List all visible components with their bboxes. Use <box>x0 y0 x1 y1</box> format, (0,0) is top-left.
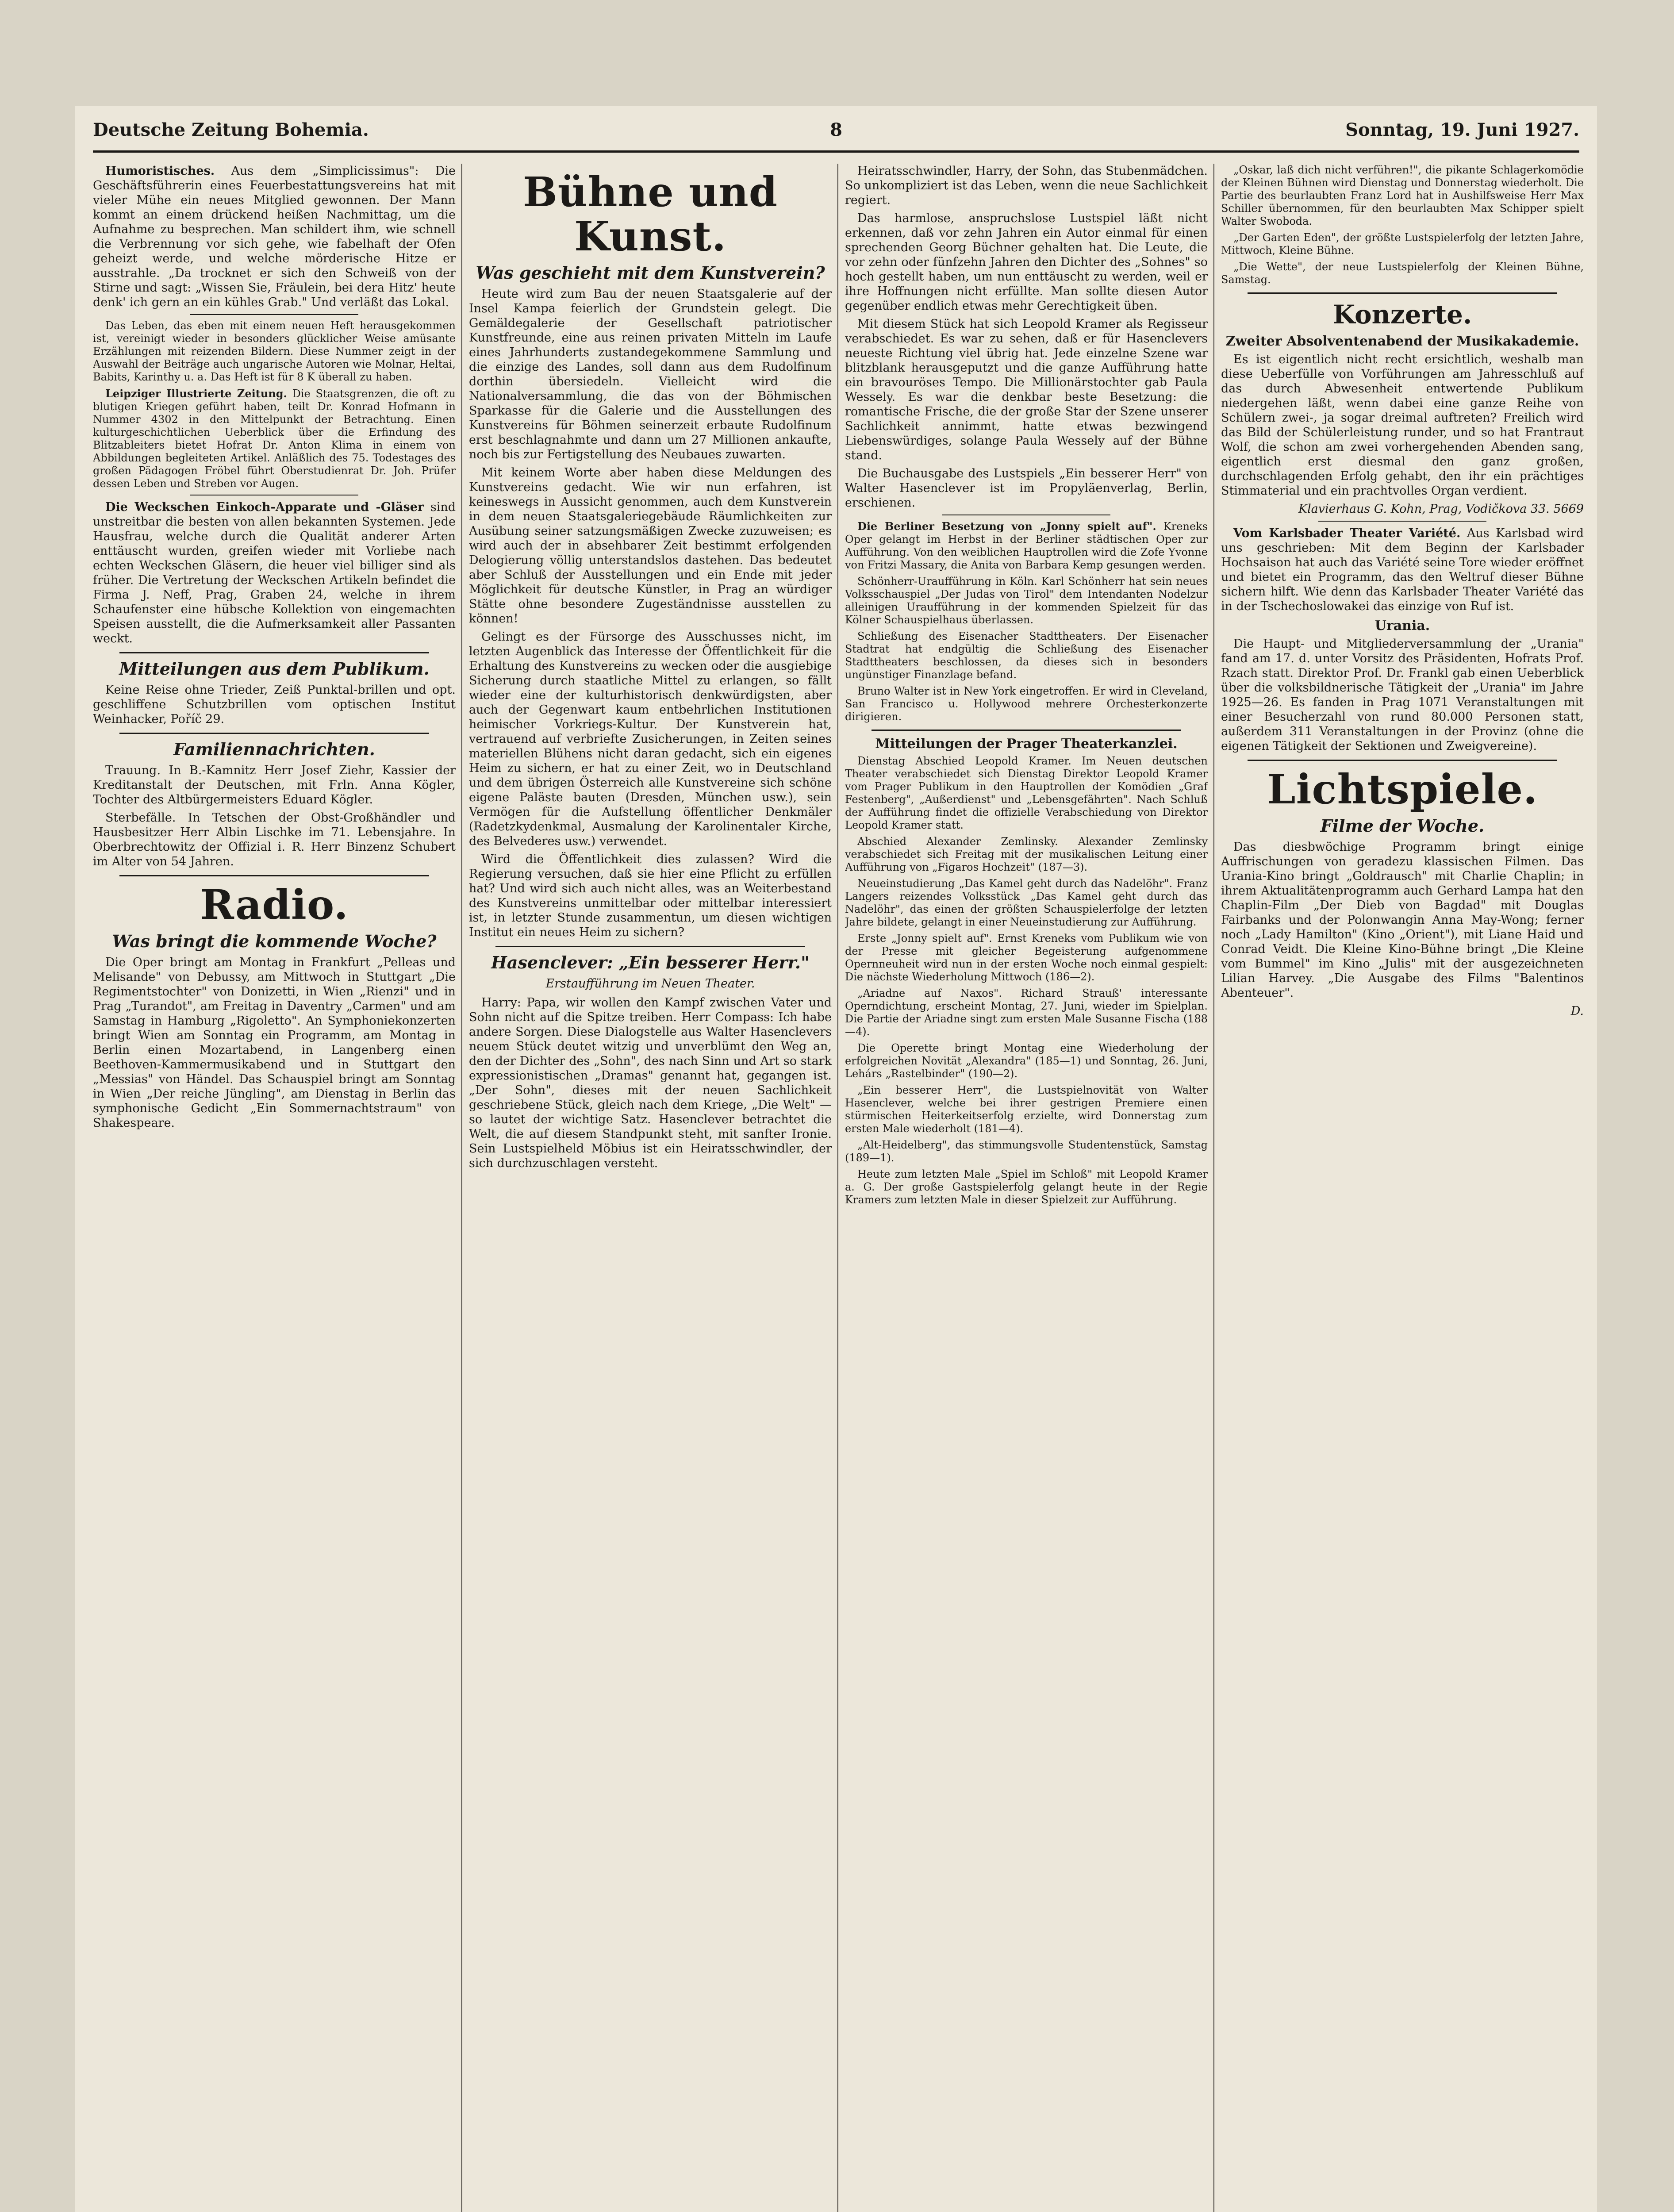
hasenclever-subheading: Erstaufführung im Neuen Theater. <box>545 977 755 991</box>
kanzlei-text: Dienstag Abschied Leopold Kramer. Im Neuen deutschen Theater verabschiedet sich Dienstag Direktor Leopold Kramer vom Prager Publikum in den Hauptrollen der Komödien „Graf Festenberg", „Außerdienst" und „Lebensgefährten". Nach Schluß der Aufführung findet die offizielle Verabschiedung von Direktor Leopold Kramer statt. <box>845 755 1208 831</box>
konzerte-heading: Konzerte. <box>1332 300 1472 330</box>
section-divider <box>1248 292 1557 294</box>
issue-date: Sonntag, 19. Juni 1927. <box>1345 119 1579 140</box>
garten-eden-text: „Der Garten Eden", der größte Lustspielerfolg der letzten Jahre, Mittwoch, Kleine Bühne. <box>1221 231 1584 257</box>
berliner-text: Kreneks Oper gelangt im Herbst in der Berliner städtischen Oper zur Aufführung. Von den weiblichen Hauptrollen wird die Zofe Yvonne von Fritzi Massary, die Anita von Barbara Kemp gesungen werden. <box>845 520 1208 571</box>
eisenach-text: Schließung des Eisenacher Stadttheaters. Der Eisenacher Stadtrat hat endgültig die Schließung des Eisenacher Stadttheaters beschlossen, da dieses sich in besonders ungünstiger Finanzlage befand. <box>845 630 1208 681</box>
review-paragraph: Mit diesem Stück hat sich Leopold Kramer als Regisseur verabschiedet. Es war zu sehen, daß er für Hasenclevers neueste Richtung viel übrig hat. Jede einzelne Szene war blitzblank herausgeputzt und die ganze Aufführung hatte ein bravouröses Tempo. Die Millionärstochter gab Paula Wessely. Es war die denkbar beste Besetzung: die romantische Frische, die der große Star der Szene unserer Sachlichkeit annimmt, hatte etwas bezwingend Liebenswürdiges, solange Paula Wessely auf der Bühne stand. <box>845 317 1208 462</box>
page-number: 8 <box>830 119 842 140</box>
column-3 <box>845 164 1208 2212</box>
newspaper-name: Deutsche Zeitung Bohemia. <box>93 119 369 140</box>
wette-text: „Die Wette", der neue Lustspielerfolg der Kleinen Bühne, Samstag. <box>1221 261 1584 286</box>
leipziger-kicker: Leipziger Illustrierte Zeitung. <box>105 387 287 400</box>
kunstverein-paragraph: Heute wird zum Bau der neuen Staatsgalerie auf der Insel Kampa feierlich der Grundstein gelegt. Die Gemäldegalerie der Gesellschaft patriotischer Kunstfreunde, eine aus reinen privaten Mitteln im Laufe eines Jahrhunderts zustandegekommene Sammlung und die einzige des Landes, soll dann aus dem Rudolfinum dorthin übersiedeln. Vielleicht wird die Nationalversammlung, die das von der Böhmischen Sparkasse für die Galerie und die Ausstellungen des Kunstvereins für Böhmen seinerzeit erbaute Rudolfinum erst beschlagnahmte und dann um 27 Millionen ankaufte, noch bis zur Fertigstellung des Neubaues zuwarten. <box>469 287 832 461</box>
section-divider <box>119 875 429 876</box>
radio-text: Die Oper bringt am Montag in Frankfurt „Pelleas und Melisande" von Debussy, am Mittwoch in Stuttgart „Die Regimentstochter" von Donizetti, in Wien „Rienzi" und in Prag „Turandot", am Freitag in Daventry „Carmen" und am Samstag in Hamburg „Rigoletto". An Symphoniekonzerten bringt Wien am Sonntag ein Programm, am Montag in Berlin einen Mozartabend, in Langenberg einen Beethoven-Kammermusikabend und in Stuttgart den „Messias" von Händel. Das Schauspiel bringt am Sonntag in Wien „Der reiche Jüngling", am Dienstag in Berlin das symphonische Gedicht „Ein Sommernachtstraum" von Shakespeare. <box>93 956 456 1130</box>
variete-kicker: Vom Karlsbader Theater Variété. <box>1233 526 1461 540</box>
review-paragraph: Heiratsschwindler, Harry, der Sohn, das Stubenmädchen. So unkompliziert ist das Leben, wenn die neue Sachlichkeit regiert. <box>845 164 1208 207</box>
weck-kicker: Die Weckschen Einkoch-Apparate und -Gläser <box>105 500 424 514</box>
kunstverein-paragraph: Gelingt es der Fürsorge des Ausschusses nicht, im letzten Augenblick das Interesse der Öffentlichkeit für die Erhaltung des Kunstvereins zu wecken oder die ausgiebige Sicherung durch staatliche Mittel zu erlangen, so fällt wieder eine der kulturhistorisch denkwürdigsten, aber auch der Gegenwart kaum entbehrlichen Institutionen heimischer Vorkriegs-Kultur. Der Kunstverein hat, vertrauend auf verbriefte Zusicherungen, in Zeiten seines materiellen Blühens nicht daran gedacht, sich ein eigenes Heim zu sichern, er hat zu einer Zeit, wo in Deutschland und dem übrigen Österreich alle Kunstvereine sich schöne eigene Paläste bauten (Dresden, München usw.), sein Vermögen für die Aufstellung öffentlicher Denkmäler (Radetzkydenkmal, Ausmalung der Karolinentaler Kirche, des Belvederes usw.) verwendet. <box>469 630 832 848</box>
review-paragraph: Das harmlose, anspruchslose Lustspiel läßt nicht erkennen, daß vor zehn Jahren ein Autor einmal für einen sprechenden Georg Büchner gehalten hat. Die Leute, die vor zehn oder fünfzehn Jahren den Dichter des „Sohnes" so hoch gestellt haben, um nun enttäuscht zu werden, weil er ihre Hoffnungen nicht erfüllte. Man sollte diesen Autor gegenüber endlich etwas mehr Gerechtigkeit üben. <box>845 211 1208 313</box>
trauung-text: Trauung. In B.-Kamnitz Herr Josef Ziehr, Kassier der Kreditanstalt der Deutschen, mit Frln. Anna Kögler, Tochter des Altbürgermeisters Eduard Kögler. <box>93 764 456 806</box>
leipziger-text: Die Staatsgrenzen, die oft zu blutigen Kriegen geführt haben, teilt Dr. Konrad Hofmann in Nummer 4302 in den Mittelpunkt der Betrachtung. Einen kulturgeschichtlichen Ueberblick über die Erfindung des Blitzableiters bietet Hofrat Dr. Anton Klima in einem von Abbildungen begleiteten Artikel. Anläßlich des 75. Todestages des großen Pädagogen Fröbel führt Oberstudienrat Dr. Joh. Prüfer dessen Leben und Streben vor Augen. <box>93 388 456 490</box>
radio-heading: Radio. <box>200 881 349 929</box>
theaterkanzlei-heading: Mitteilungen der Prager Theaterkanzlei. <box>875 736 1178 752</box>
berliner-kicker: Die Berliner Besetzung von „Jonny spielt auf". <box>857 520 1156 533</box>
hasenclever-heading: Hasenclever: „Ein besserer Herr." <box>491 952 810 972</box>
hasenclever-text: Harry: Papa, wir wollen den Kampf zwischen Vater und Sohn nicht auf die Spitze treiben. Herr Compass: Ich habe andere Sorgen. Diese Dialogstelle aus Walter Hasenclevers neuem Stück deutet witzig und unverblümt den Weg an, den der Dichter des „Sohn", des nach Sinn und Art so stark expressionistischen „Dramas" genannt hat, gegangen ist. „Der Sohn", dieses mit der neuen Sachlichkeit geschriebene Stück, gleich nach dem Kriege, „Die Welt" — so lautet der wichtige Satz. Hasenclever betrachtet die Welt, die auf diesem Standpunkt steht, mit sanfter Ironie. Sein Lustspielheld Möbius ist ein Heiratsschwindler, der sich durchzuschlagen versteht. <box>469 996 832 1170</box>
column-4 <box>1221 164 1584 2212</box>
radio-subheading: Was bringt die kommende Woche? <box>112 931 437 951</box>
divider <box>190 314 358 315</box>
schoenherr-text: Schönherr-Uraufführung in Köln. Karl Schönherr hat sein neues Volksschauspiel „Der Judas von Tirol" dem Intendanten Nodelzur alleinigen Uraufführung in der kommenden Spielzeit für das Kölner Schauspielhaus überlassen. <box>845 575 1208 626</box>
divider <box>1318 521 1486 522</box>
urania-text: Die Haupt- und Mitgliederversammlung der „Urania" fand am 17. d. unter Vorsitz des Präsidenten, Hofrats Prof. Rzach statt. Direktor Prof. Dr. Frankl gab einen Ueberblick über die volksbildnerische Tätigkeit der „Urania" im Jahre 1925—26. Es fanden in Prag 1071 Veranstaltungen mit einer Besucherzahl von rund 80.000 Personen statt, außerdem 311 Veranstaltungen in der Provinz (ohne die eigenen Tätigkeit der Sektionen und Zweigvereine). <box>1221 637 1584 753</box>
section-divider <box>119 652 429 653</box>
review-paragraph: Die Buchausgabe des Lustspiels „Ein besserer Herr" von Walter Hasenclever ist im Propyläenverlag, Berlin, erschienen. <box>845 467 1208 510</box>
konzerte-text: Es ist eigentlich nicht recht ersichtlich, weshalb man diese Ueberfülle von Vorführungen am Jahresschluß auf das durch Abwesenheit entwertende Publikum niedergehen läßt, wenn dabei eine ganze Reihe von Schülern zwei-, ja sogar dreimal auftreten? Freilich wird das Bild der Schülerleistung runder, und so hat Frantraut Wolf, die schon am zwei vorhergehenden Abenden sang, eigentlich erst diesmal den ganz großen, durchschlagenden Erfolg gehabt, den ihr ein prächtiges Stimmaterial und ein prachtvolles Organ verdient. <box>1221 353 1584 498</box>
section-divider <box>119 733 429 734</box>
section-divider <box>1248 760 1557 761</box>
operette-text: Die Operette bringt Montag eine Wiederholung der erfolgreichen Novität „Alexandra" (185—1) und Sonntag, 26. Juni, Lehárs „Rastelbinder" (190—2). <box>845 1042 1208 1080</box>
humor-text: Aus dem „Simplicissimus": Die Geschäftsführerin eines Feuerbestattungsvereins hat mit vieler Mühe ein neues Mitglied gewonnen. Der Mann kommt an einem drückend heißen Nachmittag, um die Aufnahme zu besprechen. Man schildert ihm, wie schnell die Verbrennung vor sich gehe, wie fabelhaft der Ofen geheizt werde, und welche mörderische Hitze er ausstrahle. „Da trocknet er sich den Schweiß von der Stirne und sagt: „Wissen Sie, Fräulein, bei dera Hitz' heute denk' ich gern an ein kühles Grab." Und verläßt das Lokal. <box>93 164 456 309</box>
kamel-text: Neueinstudierung „Das Kamel geht durch das Nadelöhr". Franz Langers reizendes Volksstück „Das Kamel geht durch das Nadelöhr", das einen der größten Schauspielerfolge der letzten Jahre bildete, gelangt in einer Neueinstudierung zur Aufführung. <box>845 877 1208 928</box>
alt-heidelberg-text: „Alt-Heidelberg", das stimmungsvolle Studentenstück, Samstag (189—1). <box>845 1139 1208 1164</box>
besserer-herr-text: „Ein besserer Herr", die Lustspielnovität von Walter Hasenclever, welche bei ihrer gestrigen Premiere einen stürmischen Heiterkeitserfolg erzielte, wird Donnerstag zum ersten Male wiederholt (181—4). <box>845 1084 1208 1135</box>
buehne-heading: Bühne und Kunst. <box>522 168 778 260</box>
familien-heading: Familiennachrichten. <box>173 739 375 759</box>
column-2 <box>469 164 832 2212</box>
humor-kicker: Humoristisches. <box>105 164 215 178</box>
ariadne-text: „Ariadne auf Naxos". Richard Strauß' interessante Operndichtung, erscheint Montag, 27. Juni, wieder im Spielplan. Die Partie der Ariadne singt zum ersten Male Susanne Fischa (188—4). <box>845 987 1208 1038</box>
section-divider <box>495 946 805 947</box>
column-1 <box>93 164 456 2212</box>
walter-text: Bruno Walter ist in New York eingetroffen. Er wird in Cleveland, San Francisco u. Hollywood mehrere Orchesterkonzerte dirigieren. <box>845 685 1208 723</box>
lichtspiele-heading: Lichtspiele. <box>1267 765 1538 813</box>
kunstverein-paragraph: Wird die Öffentlichkeit dies zulassen? Wird die Regierung versuchen, daß sie hier eine Pflicht zu erfüllen hat? Und wird sich auch nicht alles, was an Weiterbestand des Kunstvereins unmittelbar oder mittelbar interessiert ist, in letzter Stunde zusammentun, um diesen wichtigen Institut ein neues Heim zu sichern? <box>469 853 832 939</box>
kunstverein-subheading: Was geschieht mit dem Kunstverein? <box>476 263 825 283</box>
urania-heading: Urania. <box>1375 618 1430 634</box>
column-rule <box>461 164 462 2212</box>
das-leben-text: Das Leben, das eben mit einem neuen Heft herausgekommen ist, vereinigt wieder in besonders glücklicher Weise amüsante Erzählungen mit reizenden Bildern. Diese Nummer zeigt in der Auswahl der Beiträge auch ungarische Autoren wie Molnar, Heltai, Babits, Karinthy u. a. Das Heft ist für 8 K überall zu haben. <box>93 319 456 383</box>
page-header <box>93 119 1579 153</box>
konzerte-subheading: Zweiter Absolventenabend der Musikakademie. <box>1225 334 1579 349</box>
spiel-im-schloss-text: Heute zum letzten Male „Spiel im Schloß" mit Leopold Kramer a. G. Der große Gastspielerfolg gelangt heute in der Regie Kramers zum letzten Male in dieser Spielzeit zur Aufführung. <box>845 1168 1208 1206</box>
oskar-text: „Oskar, laß dich nicht verführen!", die pikante Schlagerkomödie der Kleinen Bühnen wird Dienstag und Donnerstag wiederholt. Die Partie des beurlaubten Franz Lord hat in Aushilfsweise Herr Max Schiller übernommen, für den beurlaubten Max Schipper spielt Walter Swoboda. <box>1221 164 1584 227</box>
kunstverein-paragraph: Mit keinem Worte aber haben diese Meldungen des Kunstvereins gedacht. Wie wir nun erfahren, ist keineswegs in Aussicht genommen, auch dem Kunstverein in dem neuen Staatsgaleriegebäude Räumlichkeiten zur Ausübung seiner satzungsmäßigen Zwecke zuzuweisen; es wird auch der in absehbarer Zeit bestimmt erfolgenden Delogierung völlig unterstandslos dastehen. Das bedeutet aber Schluß der Ausstellungen und ein Ende mit jeder Möglichkeit für deutsche Künstler, in Prag an würdiger Stätte ohne besondere Zugeständnisse ausstellen zu können! <box>469 466 832 626</box>
mitteilungen-heading: Mitteilungen aus dem Publikum. <box>119 659 430 679</box>
klavierhaus-ad: Klavierhaus G. Kohn, Prag, Vodičkova 33. 5669 <box>1298 502 1584 516</box>
mitteilungen-text: Keine Reise ohne Trieder, Zeiß Punktal-brillen und opt. geschliffene Schutzbrillen vom optischen Institut Weinhacker, Poříč 29. <box>93 683 456 726</box>
column-rule <box>1213 164 1214 2212</box>
lichtspiele-subheading: Filme der Woche. <box>1320 816 1485 836</box>
zemlinsky-text: Abschied Alexander Zemlinsky. Alexander Zemlinsky verabschiedet sich Freitag mit der musikalischen Leitung einer Aufführung von „Figaros Hochzeit" (187—3). <box>845 835 1208 873</box>
column-rule <box>837 164 838 2212</box>
variete-text: Aus Karlsbad wird uns geschrieben: Mit dem Beginn der Karlsbader Hochsaison hat auch das Variété seine Tore wieder eröffnet und bietet ein Programm, das den Weltruf dieser Bühne sichern hilft. Wie denn das Karlsbader Theater Variété das in der Tschechoslowakei das einzige von Ruf ist. <box>1221 526 1584 613</box>
section-divider <box>872 730 1181 731</box>
weck-text: sind unstreitbar die besten von allen bekannten Systemen. Jede Hausfrau, welche durch die Qualität anderer Arten enttäuscht wurden, greifen wieder mit Vorliebe nach echten Weckschen Gläsern, die heuer viel billiger sind als früher. Die Vertretung der Weckschen Artikeln befindet die Firma J. Neff, Prag, Graben 24, welche in ihrem Schaufenster eine hübsche Kollektion von eingemachten Speisen ausstellt, die die Aufmerksamkeit aller Passanten weckt. <box>93 500 456 645</box>
lichtspiele-text: Das diesbwöchige Programm bringt einige Auffrischungen von geradezu klassischen Filmen. Das Urania-Kino bringt „Goldrausch" mit Charlie Chaplin; in ihrem Aktualitätenprogramm auch Gerhard Lampa hat den Chaplin-Film „Der Dieb von Bagdad" mit Douglas Fairbanks und der Polonwangin Anna May-Wong; ferner noch „Lady Hamilton" (Kino „Orient"), mit Liane Haid und Conrad Veidt. Die Kleine Kino-Bühne bringt „Die Kleine vom Bummel" im Kino „Julis" mit der ausgezeichneten Lilian Harvey. „Die Ausgabe des Films "Balentinos Abenteuer". <box>1221 840 1584 1000</box>
newspaper-page <box>75 106 1597 2212</box>
sterbefaelle-text: Sterbefälle. In Tetschen der Obst-Großhändler und Hausbesitzer Herr Albin Lischke im 71. Lebensjahre. In Oberbrechtowitz der Offizial i. R. Herr Binzenz Schubert im Alter von 54 Jahren. <box>93 811 456 868</box>
jonny-text: Erste „Jonny spielt auf". Ernst Kreneks vom Publikum wie von der Presse mit gleicher Begeisterung aufgenommene Opernneuheit wird nun in der ersten Woche noch einmal gespielt: Die nächste Wiederholung Mittwoch (186—2). <box>845 932 1208 983</box>
author-signature: D. <box>1570 1004 1584 1018</box>
